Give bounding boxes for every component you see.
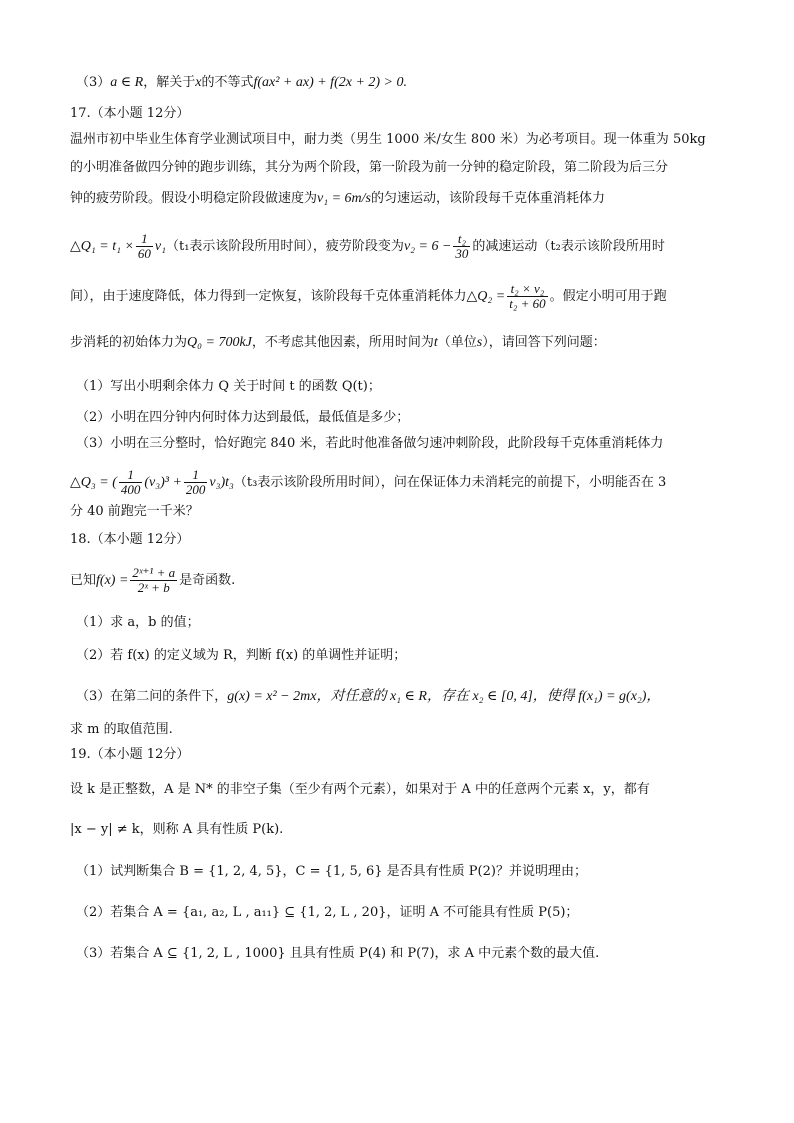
math-expression: a ∈ R (110, 75, 144, 90)
part-label: （3） (76, 75, 111, 90)
math-q2: △Q₂ = (466, 289, 506, 304)
text: 的减速运动（t₂表示该阶段所用时 (472, 239, 665, 254)
math-v1: v₁ = 6m/s (317, 191, 371, 206)
text: ），请回答下列问题： (482, 335, 606, 350)
fraction: $\frac{1}{60}$ (137, 231, 151, 261)
fraction: $\frac{\text{2ˣ⁺¹ + a}}{\text{2ˣ + b}}$ (132, 565, 176, 595)
q18-sub-3 (76, 687, 660, 707)
math-inequality: f(ax² + ax) + f(2x + 2) > 0. (253, 75, 408, 90)
q17-sub-1: （1）写出小明剩余体力 Q 关于时间 t 的函数 Q(t)； (76, 379, 381, 394)
q19-text-1: 设 k 是正整数，A 是 N* 的非空子集（至少有两个元素），如果对于 A 中的任意两个元素 x，y，都有 (70, 782, 650, 797)
q17-text-4 (70, 232, 665, 261)
q19-sub-3: （3）若集合 A ⊆ {1, 2, L , 1000} 且具有性质 P(4) 和 P(7)，求 A 中元素个数的最大值. (76, 946, 600, 961)
text: （单位 (437, 335, 477, 350)
fraction: $\frac{1}{400}$ (120, 467, 141, 497)
math-v1: v₁ (154, 239, 166, 254)
q17-text-6 (70, 333, 606, 353)
q18-sub-2: （2）若 f(x) 的定义域为 R，判断 f(x) 的单调性并证明； (76, 648, 407, 663)
text: ，解关于 (143, 75, 196, 90)
text: 的匀速运动，该阶段每千克体重消耗体力 (371, 191, 606, 206)
math-q3: △Q₃ = ( (70, 475, 117, 490)
q17-sub-3a: （3）小明在三分整时，恰好跑完 840 米，若此时他准备做匀速冲刺阶段，此阶段每千克体重消耗体力 (76, 436, 664, 451)
math-q1: △Q₁ = t₁ × (70, 239, 134, 254)
q18-text-1 (70, 566, 235, 595)
fraction: $\frac{\text{t₂}}{30}$ (455, 231, 469, 261)
q16-part3 (76, 73, 407, 93)
q17-header: 17.（本小题 12分） (70, 106, 190, 121)
q17-text-1: 温州市初中毕业生体育学业测试项目中，耐力类（男生 1000 米/女生 800 米）为必考项目。现一体重为 50kg (70, 132, 706, 147)
text: 已知 (70, 573, 97, 588)
text: （t₁表示该阶段所用时间），疲劳阶段变为 (166, 239, 404, 254)
text: （t₃表示该阶段所用时间），问在保证体力未消耗完的前提下，小明能否在 3 (233, 475, 667, 490)
q19-text-2: |x − y| ≠ k，则称 A 具有性质 P(k). (70, 822, 284, 837)
text: 的不等式 (201, 75, 254, 90)
math-unit: s (476, 335, 483, 350)
math-q0: Q₀ = 700kJ (187, 335, 252, 350)
q17-text-3 (70, 189, 605, 209)
math-var: t (433, 335, 438, 350)
text: ，不考虑其他因素，所用时间为 (251, 335, 434, 350)
text: 间），由于速度降低，体力得到一定恢复，该阶段每千克体重消耗体力 (70, 289, 467, 304)
q18-header: 18.（本小题 12分） (70, 532, 190, 547)
fraction: $\frac{\text{t₂ × v₂}}{\text{t₂ + 60}}$ (509, 281, 546, 311)
text: （3）在第二问的条件下， (76, 689, 228, 704)
text: 。假定小明可用于跑 (549, 289, 667, 304)
q19-sub-1: （1）试判断集合 B = {1, 2, 4, 5}，C = {1, 5, 6} 是否具有性质 P(2)？并说明理由； (76, 864, 587, 879)
math-expression: v₃)t₃ (209, 475, 234, 490)
q18-sub-3b: 求 m 的取值范围. (70, 722, 173, 737)
q19-sub-2: （2）若集合 A = {a₁, a₂, L , a₁₁} ⊆ {1, 2, L , 20}，证明 A 不可能具有性质 P(5)； (76, 905, 579, 920)
math-fx: f(x) = (96, 573, 129, 588)
text: 钟的疲劳阶段。假设小明稳定阶段做速度为 (70, 191, 318, 206)
math-var: x (195, 75, 202, 90)
q19-header: 19.（本小题 12分） (70, 747, 190, 762)
q17-text-2: 的小明准备做四分钟的跑步训练，其分为两个阶段，第一阶段为前一分钟的稳定阶段，第二阶段为后三分 (70, 160, 669, 175)
math-v2: v₂ = 6 − (403, 239, 452, 254)
math-expression: (v₃)³ + (144, 475, 182, 490)
text: 步消耗的初始体力为 (70, 335, 188, 350)
q17-text-5 (70, 282, 667, 311)
fraction: $\frac{1}{200}$ (185, 467, 206, 497)
text: 是奇函数. (179, 573, 236, 588)
q17-sub-2: （2）小明在四分钟内何时体力达到最低，最低值是多少； (76, 410, 410, 425)
q18-sub-1: （1）求 a，b 的值； (76, 615, 200, 630)
math-expression: g(x) = x² − 2mx，对任意的 x₁ ∈ R，存在 x₂ ∈ [0, 4]，使得 f(x₁) = g(x₂)， (227, 689, 661, 704)
q17-sub-3b (70, 468, 666, 497)
q17-sub-3c: 分 40 前跑完一千米？ (70, 504, 199, 519)
